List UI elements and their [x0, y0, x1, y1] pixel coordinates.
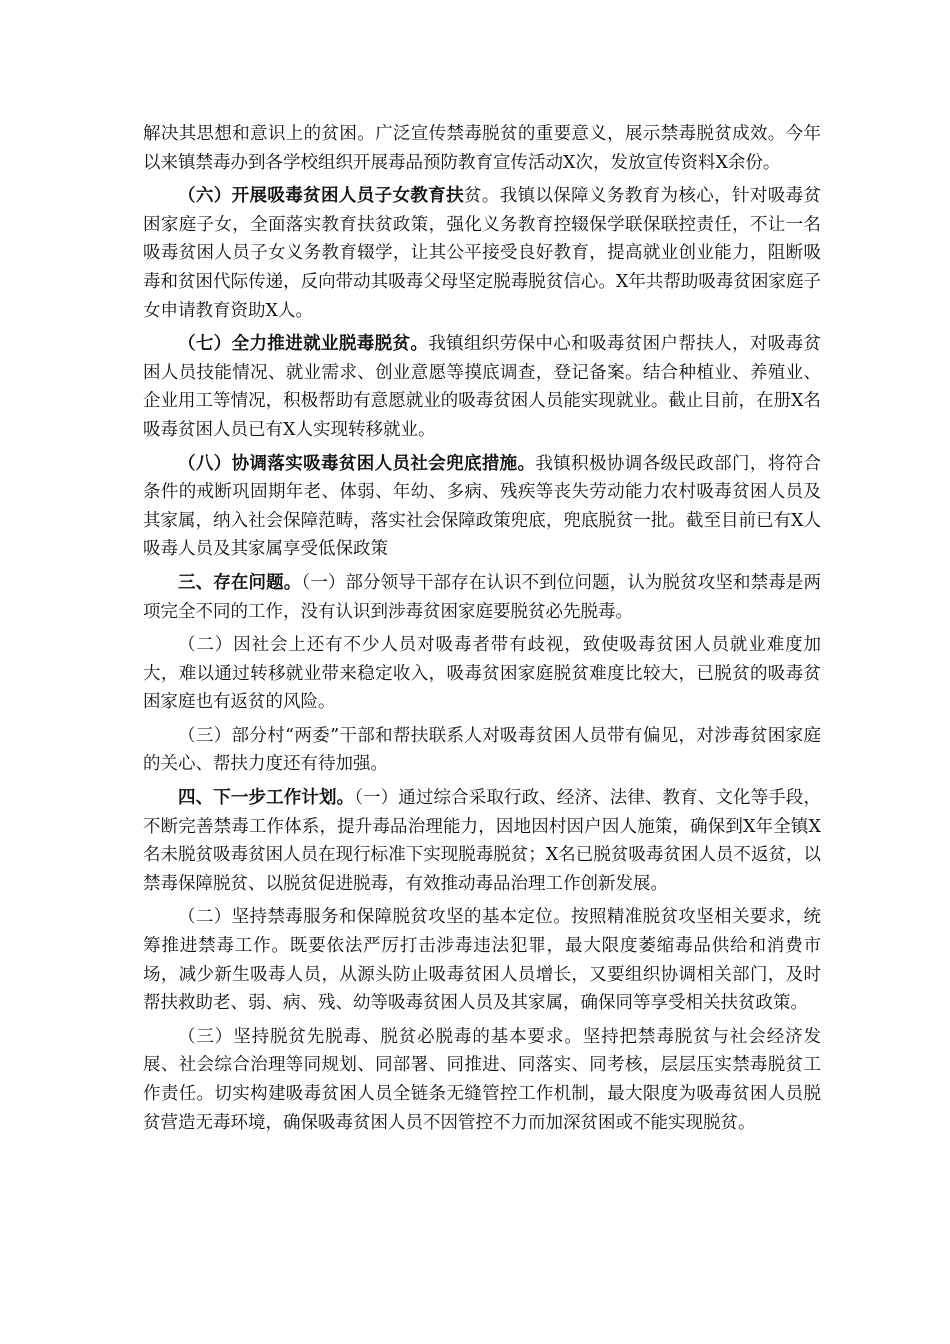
- paragraph-3-heading: （七）全力推进就业脱毒脱贫。: [178, 334, 429, 355]
- paragraph-8-heading: 四、下一步工作计划。: [178, 788, 355, 809]
- paragraph-7: [143, 722, 821, 779]
- paragraph-9: [143, 903, 821, 1017]
- paragraph-6: [143, 631, 821, 717]
- paragraph-4: [143, 450, 821, 564]
- paragraph-10-text: （三）坚持脱贫先脱毒、脱贫必脱毒的基本要求。坚持把禁毒脱贫与社会经济发展、社会综合治理等同规划、同部署、同推进、同落实、同考核，层层压实禁毒脱贫工作责任。切实构建吸毒贫困人员全链条无缝管控工作机制，最大限度为吸毒贫困人员脱贫营造无毒环境，确保吸毒贫困人员不因管控不力而加深贫困或不能实现脱贫。: [143, 1026, 821, 1133]
- paragraph-8-text: （一）通过综合采取行政、经济、法律、教育、文化等手段，不断完善禁毒工作体系，提升毒品治理能力，因地因村因户因人施策，确保到X年全镇X名未脱贫吸毒贫困人员在现行标准下实现脱毒脱贫；X名已脱贫吸毒贫困人员不返贫，以禁毒保障脱贫、以脱贫促进脱毒，有效推动毒品治理工作创新发展。: [143, 788, 822, 894]
- paragraph-4-heading: （八）协调落实吸毒贫困人员社会兜底措施。: [178, 453, 536, 474]
- paragraph-2-text: 贫。我镇以保障义务教育为核心，针对吸毒贫困家庭子女，全面落实教育扶贫政策，强化义务教育控辍保学联保联控责任，不让一名吸毒贫困人员子女义务教育辍学，让其公平接受良好教育，提高就业创业能力，阻断吸毒和贫困代际传递，反向带动其吸毒父母坚定脱毒脱贫信心。X年共帮助吸毒贫困家庭子女申请教育资助X人。: [143, 186, 822, 321]
- paragraph-3: [143, 330, 821, 444]
- paragraph-2-heading: （六）开展吸毒贫困人员子女教育扶: [178, 186, 464, 207]
- paragraph-5-text: （一）部分领导干部存在认识不到位问题，认为脱贫攻坚和禁毒是两项完全不同的工作，没有认识到涉毒贫困家庭要脱贫必先脱毒。: [143, 572, 821, 622]
- paragraph-1: [143, 120, 821, 177]
- paragraph-8: [143, 784, 821, 898]
- paragraph-4-text: 我镇积极协调各级民政部门，将符合条件的戒断巩固期年老、体弱、年幼、多病、残疾等丧失劳动能力农村吸毒贫困人员及其家属，纳入社会保障范畴，落实社会保障政策兜底，兜底脱贫一批。截至目前已有X人吸毒人员及其家属享受低保政策: [143, 453, 822, 560]
- document-page: [143, 120, 821, 1142]
- paragraph-5: [143, 569, 821, 626]
- paragraph-3-text: 我镇组织劳保中心和吸毒贫困户帮扶人，对吸毒贫困人员技能情况、就业需求、创业意愿等摸底调查，登记备案。结合种植业、养殖业、企业用工等情况，积极帮助有意愿就业的吸毒贫困人员能实现就业。截止目前，在册X名吸毒贫困人员已有X人实现转移就业。: [143, 334, 822, 440]
- paragraph-7-text: （三）部分村“两委”干部和帮扶联系人对吸毒贫困人员带有偏见，对涉毒贫困家庭的关心、帮扶力度还有待加强。: [143, 725, 821, 775]
- paragraph-6-text: （二）因社会上还有不少人员对吸毒者带有歧视，致使吸毒贫困人员就业难度加大，难以通过转移就业带来稳定收入，吸毒贫困家庭脱贫难度比较大，已脱贫的吸毒贫困家庭也有返贫的风险。: [143, 635, 821, 713]
- paragraph-2: [143, 182, 821, 325]
- paragraph-10: [143, 1023, 821, 1137]
- paragraph-5-heading: 三、存在问题。: [178, 572, 302, 593]
- paragraph-9-text: （二）坚持禁毒服务和保障脱贫攻坚的基本定位。按照精准脱贫攻坚相关要求，统筹推进禁毒工作。既要依法严厉打击涉毒违法犯罪，最大限度萎缩毒品供给和消费市场，减少新生吸毒人员，从源头防止吸毒贫困人员增长，又要组织协调相关部门，及时帮扶救助老、弱、病、残、幼等吸毒贫困人员及其家属，确保同等享受相关扶贫政策。: [143, 907, 821, 1014]
- paragraph-1-text: 解决其思想和意识上的贫困。广泛宣传禁毒脱贫的重要意义，展示禁毒脱贫成效。今年以来镇禁毒办到各学校组织开展毒品预防教育宣传活动X次，发放宣传资料X余份。: [143, 124, 821, 173]
